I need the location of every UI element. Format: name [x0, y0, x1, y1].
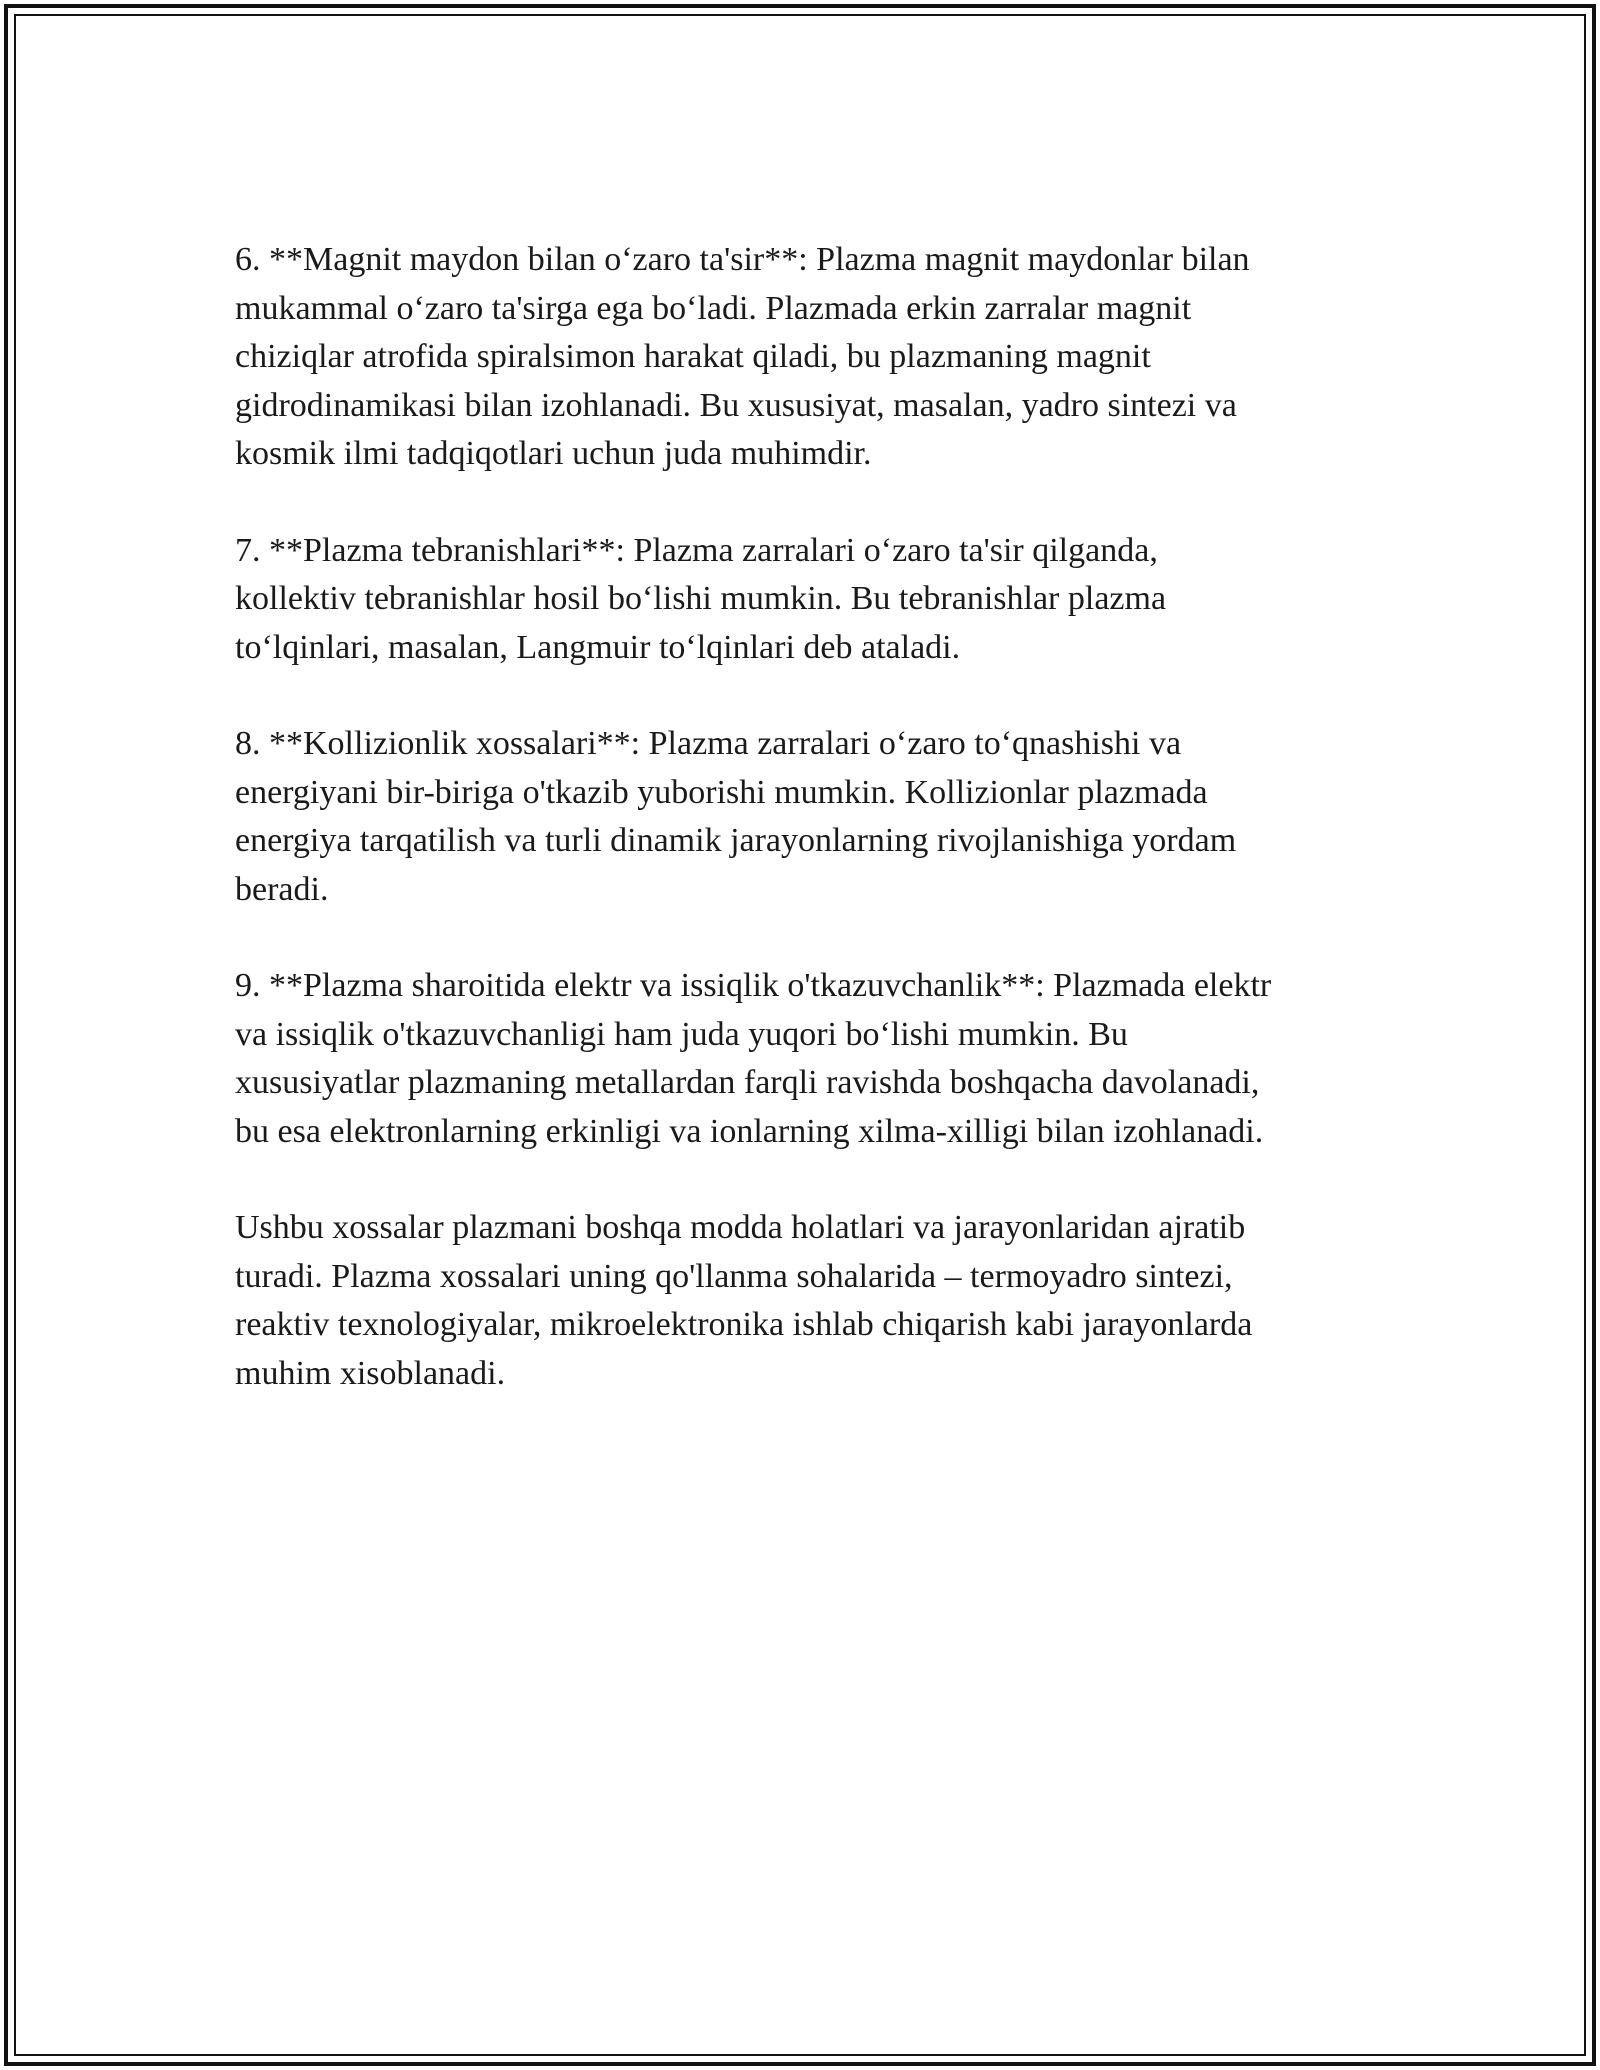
- paragraph-item-6: 6. **Magnit maydon bilan o‘zaro ta'sir**: Plazma magnit maydonlar bilan mukammal o‘zaro ta'sirga ega bo‘ladi. Plazmada erkin zarralar magnit chiziqlar atrofida spiralsimon harakat qiladi, bu plazmaning magnit gidrodinamikasi bilan izohlanadi. Bu xususiyat, masalan, yadro sintezi va kosmik ilmi tadqiqotlari uchun juda muhimdir.: [235, 241, 1250, 472]
- paragraph-item-8: 8. **Kollizionlik xossalari**: Plazma zarralari o‘zaro to‘qnashishi va energiyani bir-biriga o'tkazib yuborishi mumkin. Kollizionlar plazmada energiya tarqatilish va turli dinamik jarayonlarning rivojlanishiga yordam beradi.: [235, 725, 1237, 908]
- paragraph-conclusion: Ushbu xossalar plazmani boshqa modda holatlari va jarayonlaridan ajratib turadi. Plazma xossalari uning qo'llanma sohalarida – termoyadro sintezi, reaktiv texnologiyalar, mikroelektronika ishlab chiqarish kabi jarayonlarda muhim xisoblanadi.: [235, 1209, 1253, 1392]
- document-body: [235, 236, 1375, 1446]
- paragraph-item-7: 7. **Plazma tebranishlari**: Plazma zarralari o‘zaro ta'sir qilganda, kollektiv tebranishlar hosil bo‘lishi mumkin. Bu tebranishlar plazma to‘lqinlari, masalan, Langmuir to‘lqinlari deb ataladi.: [235, 531, 1167, 666]
- paragraph-item-9: 9. **Plazma sharoitida elektr va issiqlik o'tkazuvchanlik**: Plazmada elektr va issiqlik o'tkazuvchanligi ham juda yuqori bo‘lishi mumkin. Bu xususiyatlar plazmaning metallardan farqli ravishda boshqacha davolanadi, bu esa elektronlarning erkinligi va ionlarning xilma-xilligi bilan izohlanadi.: [235, 967, 1272, 1150]
